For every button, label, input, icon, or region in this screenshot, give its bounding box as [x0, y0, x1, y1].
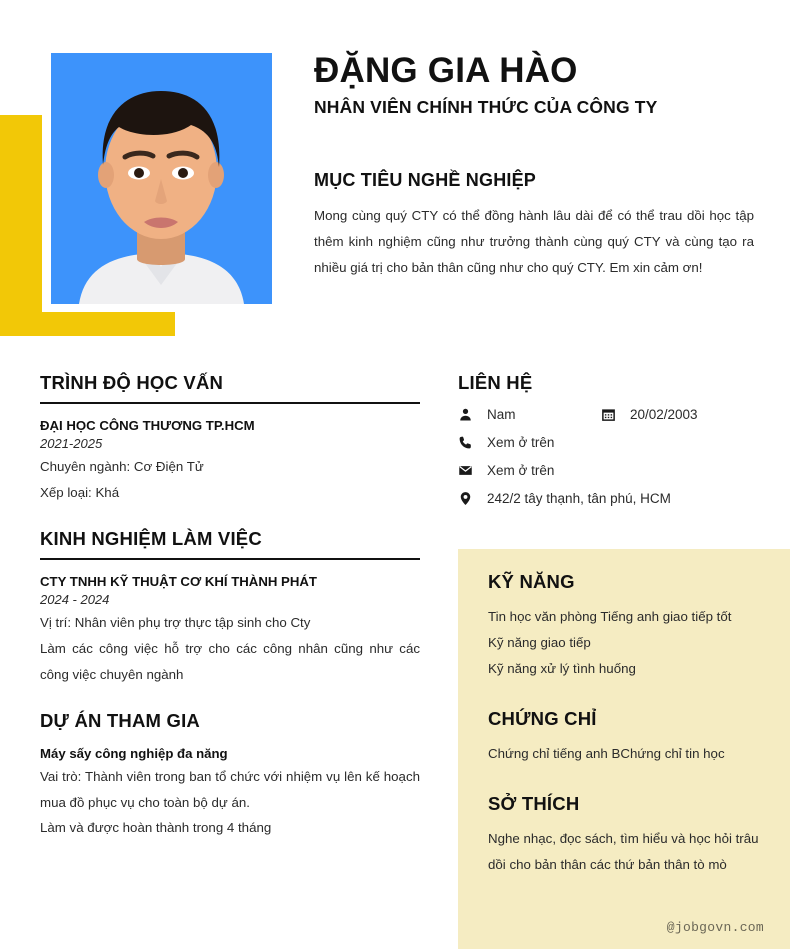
education-section	[40, 372, 420, 506]
skills-heading: KỸ NĂNG	[488, 571, 575, 592]
skills-section	[488, 571, 760, 682]
certificate-item: Chứng chỉ tiếng anh BChứng chỉ tin học	[488, 745, 725, 761]
education-divider	[40, 402, 420, 404]
hobbies-heading: SỞ THÍCH	[488, 792, 580, 814]
header-block	[314, 50, 764, 118]
education-heading: TRÌNH ĐỘ HỌC VẤN	[40, 372, 224, 393]
skill-item: Kỹ năng giao tiếp	[488, 634, 591, 650]
page-title: ĐẶNG GIA HÀO	[314, 51, 578, 90]
certificates-section	[488, 708, 760, 767]
project-duration: Làm và được hoàn thành trong 4 tháng	[40, 820, 272, 836]
location-pin-icon	[458, 491, 478, 506]
contact-row-address	[458, 491, 778, 506]
experience-divider	[40, 558, 420, 560]
education-grade: Xếp loại: Khá	[40, 484, 120, 500]
yellow-accent-bar-vertical	[0, 115, 42, 336]
spacer	[40, 506, 420, 528]
watermark: @jobgovn.com	[666, 920, 764, 935]
spacer	[40, 688, 420, 710]
projects-section	[40, 710, 420, 842]
experience-heading: KINH NGHIỆM LÀM VIỆC	[40, 527, 262, 549]
calendar-icon	[601, 407, 621, 422]
contact-phone-value: Xem ở trên	[487, 435, 555, 450]
skill-item: Tin học văn phòng Tiếng anh giao tiếp tốt	[488, 609, 732, 624]
profile-photo	[51, 53, 272, 304]
experience-description: Làm các công việc hỗ trợ cho các công nhân cũng như các công việc chuyên ngành	[40, 640, 420, 682]
experience-position: Vị trí: Nhân viên phụ trợ thực tập sinh cho Cty	[40, 614, 311, 630]
contact-birthday-value: 20/02/2003	[630, 407, 698, 422]
certificates-heading: CHỨNG CHỈ	[488, 707, 597, 729]
contact-birthday	[601, 407, 698, 422]
contact-section	[458, 372, 778, 519]
yellow-accent-bar-horizontal	[0, 312, 175, 336]
portrait-illustration	[51, 53, 272, 304]
contact-row-email	[458, 463, 778, 478]
hobbies-text: Nghe nhạc, đọc sách, tìm hiểu và học hỏi trâu dồi cho bản thân các thứ bản thân tò mò	[488, 830, 759, 872]
contact-heading: LIÊN HỆ	[458, 372, 533, 393]
experience-section	[40, 528, 420, 688]
projects-heading: DỰ ÁN THAM GIA	[40, 709, 200, 731]
email-icon	[458, 463, 478, 478]
career-objective-section	[314, 170, 754, 281]
left-column	[40, 372, 420, 841]
contact-email-value: Xem ở trên	[487, 463, 555, 478]
job-title: NHÂN VIÊN CHÍNH THỨC CỦA CÔNG TY	[314, 97, 658, 118]
contact-row-phone	[458, 435, 778, 450]
contact-gender	[458, 407, 601, 422]
person-icon	[458, 407, 478, 422]
career-objective-text: Mong cùng quý CTY có thể đồng hành lâu dài để có thể trau dồi học tập thêm kinh nghiệm cũng như trưởng thành cùng quý CTY và cùng tạo ra nhiều giá trị cho bản thân cũng như cho quý CTY. Em xin cảm ơn!	[314, 208, 754, 275]
sidebar-panel	[458, 549, 790, 949]
experience-dates: 2024 - 2024	[40, 591, 110, 607]
phone-icon	[458, 435, 478, 450]
project-name: Máy sấy công nghiệp đa năng	[40, 745, 228, 761]
project-role: Vai trò: Thành viên trong ban tổ chức với nhiệm vụ lên kế hoạch mua đồ phục vụ cho toàn bộ dự án.	[40, 768, 420, 810]
contact-address-value: 242/2 tây thạnh, tân phú, HCM	[487, 491, 671, 506]
career-objective-heading: MỤC TIÊU NGHỀ NGHIỆP	[314, 170, 537, 190]
education-major: Chuyên ngành: Cơ Điện Tử	[40, 459, 204, 474]
skill-item: Kỹ năng xử lý tình huống	[488, 660, 636, 676]
education-dates: 2021-2025	[40, 436, 103, 451]
contact-row-gender-birthday	[458, 407, 778, 422]
hobbies-section	[488, 793, 760, 878]
education-school: ĐẠI HỌC CÔNG THƯƠNG TP.HCM	[40, 418, 255, 433]
contact-gender-value: Nam	[487, 407, 516, 422]
experience-company: CTY TNHH KỸ THUẬT CƠ KHÍ THÀNH PHÁT	[40, 573, 317, 589]
